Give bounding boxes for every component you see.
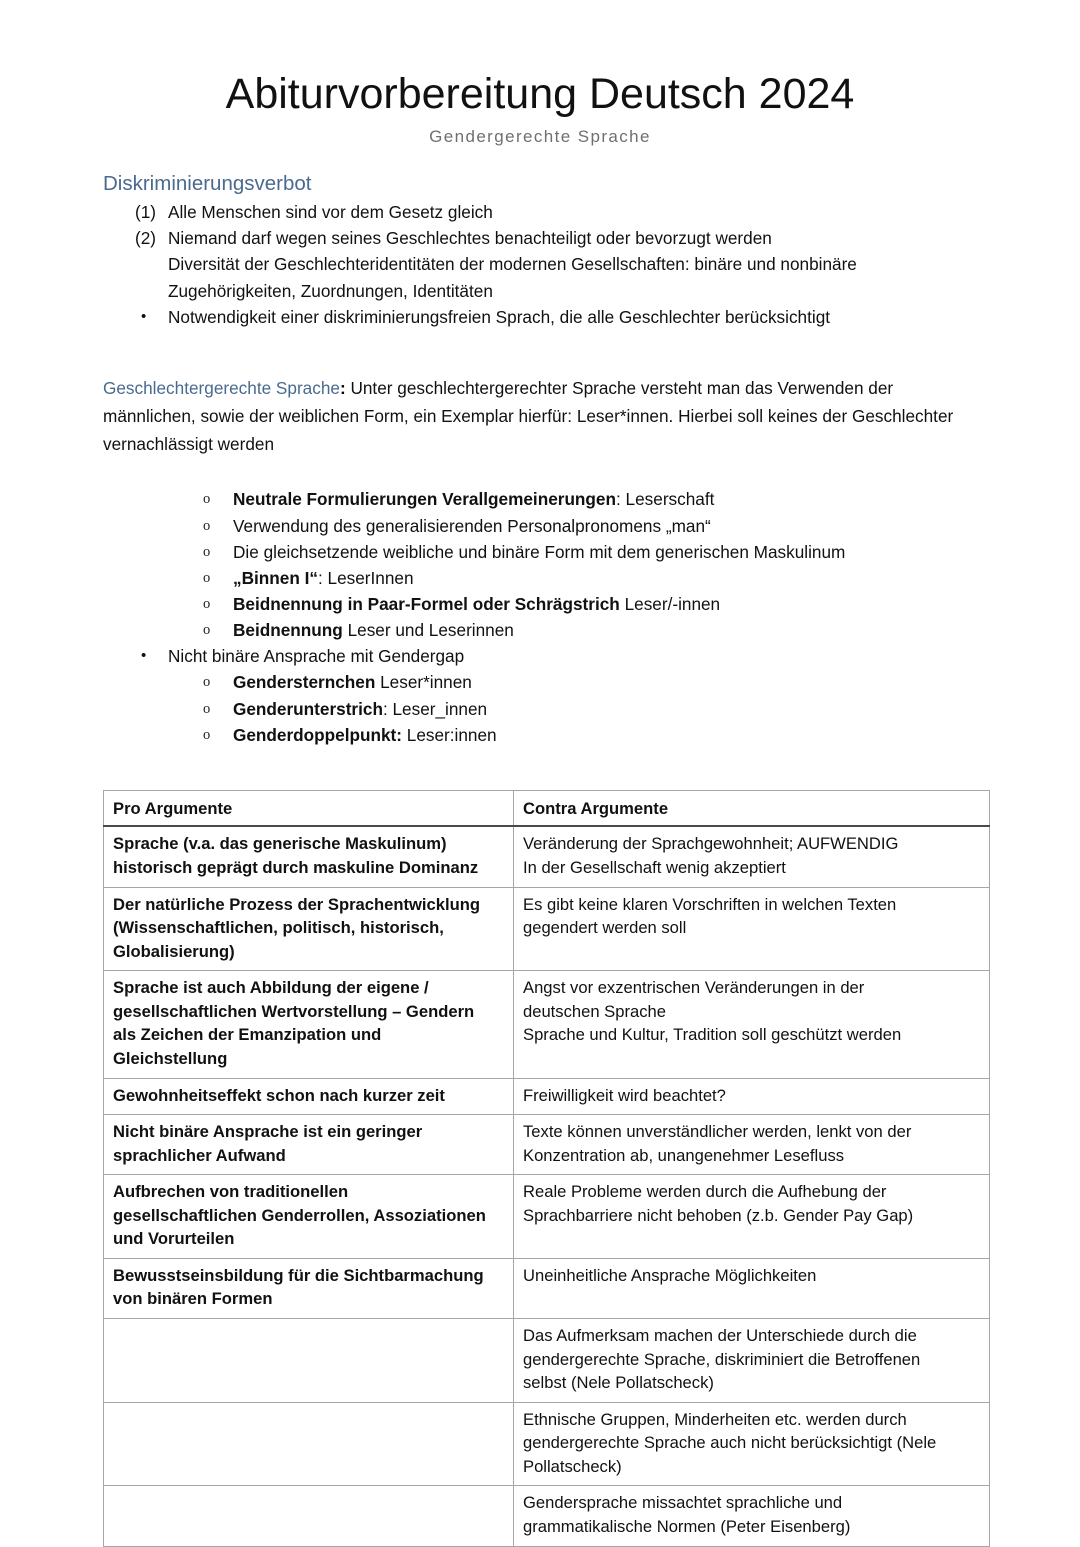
list-item (103, 486, 988, 512)
list-marker: (2) (135, 228, 157, 249)
cell-line: In der Gesellschaft wenig akzeptiert (523, 858, 786, 878)
list-item-label: : Leserschaft (616, 489, 715, 510)
cell-line: von binären Formen (113, 1289, 273, 1309)
cell-line: Sprachbarriere nicht behoben (z.b. Gender Pay Gap) (523, 1205, 914, 1225)
circle-marker: o (203, 517, 211, 534)
list-item-continuation: Diversität der Geschlechteridentitäten der modernen Gesellschaften: binäre und nonbinäre Zugehörigkeiten, Zuordnungen, Identitäten (168, 254, 857, 301)
list-item-term: Gendersternchen (233, 672, 376, 693)
page-subtitle: Gendergerechte Sprache (429, 126, 651, 146)
arguments-table (103, 790, 990, 1547)
table-cell-contra (514, 1258, 990, 1318)
bullet-list (135, 304, 988, 330)
list-item (103, 696, 988, 722)
cell-line: sprachlicher Aufwand (113, 1145, 286, 1165)
gendergap-forms-list (103, 669, 988, 747)
list-item (135, 225, 988, 251)
cell-line: Der natürliche Prozess der Sprachentwicklung (113, 894, 481, 914)
cell-line: Gleichstellung (113, 1048, 228, 1068)
list-item-label: : Leser_innen (382, 698, 488, 719)
list-item-term: Beidnennung (233, 620, 343, 641)
cell-line: Pollatscheck) (523, 1456, 622, 1476)
definition-colon: : (339, 377, 346, 398)
circle-marker: o (203, 700, 211, 717)
list-marker: (1) (135, 202, 157, 223)
cell-line: Globalisierung) (113, 941, 235, 961)
list-item (103, 565, 988, 591)
table-row (104, 1319, 990, 1403)
table-cell-contra (514, 826, 990, 887)
cell-line: Sprache ist auch Abbildung der eigene / (113, 978, 429, 998)
table-cell-contra (514, 1175, 990, 1259)
cell-line: Sprache (v.a. das generische Maskulinum) (113, 834, 447, 854)
list-item-gendergap (135, 643, 988, 669)
list-item-label: Die gleichsetzende weibliche und binäre Form mit dem generischen Maskulinum (233, 541, 846, 562)
circle-marker: o (203, 569, 211, 586)
circle-marker: o (203, 596, 211, 613)
forms-list (103, 486, 988, 643)
table-cell-pro (104, 1175, 514, 1259)
cell-line: historisch geprägt durch maskuline Dominanz (113, 858, 479, 878)
numbered-list (135, 199, 988, 251)
cell-line: Bewusstseinsbildung für die Sichtbarmachung (113, 1265, 484, 1285)
title-block (0, 0, 1080, 147)
list-item-term: Neutrale Formulierungen Verallgemeinerungen (233, 489, 616, 510)
table-cell-contra (514, 887, 990, 971)
list-item (135, 199, 988, 225)
list-item-term: „Binnen I“ (233, 567, 318, 588)
table-row (104, 887, 990, 971)
cell-line: als Zeichen der Emanzipation und (113, 1025, 382, 1045)
table-row (104, 971, 990, 1078)
table-cell-pro (104, 1402, 514, 1486)
cell-line: Veränderung der Sprachgewohnheit; AUFWENDIG (523, 834, 899, 854)
table-cell-pro (104, 1258, 514, 1318)
table-cell-contra (514, 1319, 990, 1403)
cell-line: Ethnische Gruppen, Minderheiten etc. werden durch (523, 1409, 907, 1429)
table-row (104, 1402, 990, 1486)
table-body (104, 826, 990, 1546)
list-item-label: Leser:innen (402, 724, 497, 745)
cell-line: Nicht binäre Ansprache ist ein geringer (113, 1122, 423, 1142)
circle-marker: o (203, 491, 211, 508)
list-item-label: Alle Menschen sind vor dem Gesetz gleich (168, 202, 493, 223)
table-row (104, 1115, 990, 1175)
list-item (103, 513, 988, 539)
section-geschlechtergerechte-sprache (103, 375, 988, 459)
list-item-term: Genderunterstrich (233, 698, 383, 719)
cell-line: gendergerechte Sprache, diskriminiert die Betroffenen (523, 1349, 921, 1369)
arguments-table-wrap (103, 790, 988, 1547)
list-item-label: Leser/-innen (619, 594, 721, 615)
cell-line: Aufbrechen von traditionellen (113, 1182, 349, 1202)
table-row (104, 1258, 990, 1318)
list-item-label: Leser*innen (375, 672, 472, 693)
table-cell-pro (104, 887, 514, 971)
list-item (135, 304, 988, 330)
table-row (104, 1078, 990, 1115)
table-cell-contra (514, 1078, 990, 1115)
cell-line: Es gibt keine klaren Vorschriften in welchen Texten (523, 894, 897, 914)
table-cell-pro (104, 971, 514, 1078)
cell-line: Freiwilligkeit wird beachtet? (523, 1085, 726, 1105)
cell-line: Angst vor exzentrischen Veränderungen in der (523, 978, 865, 998)
cell-line: Texte können unverständlicher werden, lenkt von der (523, 1122, 912, 1142)
list-item-term: Genderdoppelpunkt: (233, 724, 403, 745)
table-cell-pro (104, 826, 514, 887)
document-content (0, 171, 1080, 1547)
table-row (104, 826, 990, 887)
list-item (103, 722, 988, 748)
table-cell-pro (104, 1078, 514, 1115)
table-cell-pro (104, 1319, 514, 1403)
cell-line: gegendert werden soll (523, 918, 687, 938)
cell-line: grammatikalische Normen (Peter Eisenberg) (523, 1516, 851, 1536)
table-cell-contra (514, 1486, 990, 1546)
definition-paragraph (103, 375, 988, 459)
list-item (103, 669, 988, 695)
cell-line: Gendersprache missachtet sprachliche und (523, 1493, 843, 1513)
circle-marker: o (203, 622, 211, 639)
table-header-row (104, 790, 990, 826)
table-row (104, 1175, 990, 1259)
cell-line: gendergerechte Sprache auch nicht berücksichtigt (Nele (523, 1433, 937, 1453)
bullet-marker: • (141, 647, 147, 665)
cell-line: gesellschaftlichen Wertvorstellung – Gendern (113, 1001, 475, 1021)
table-row (104, 1486, 990, 1546)
table-cell-pro (104, 1115, 514, 1175)
list-item-label: Nicht binäre Ansprache mit Gendergap (168, 646, 465, 667)
list-item-label: Leser und Leserinnen (342, 620, 514, 641)
cell-line: Uneinheitliche Ansprache Möglichkeiten (523, 1265, 817, 1285)
table-cell-contra (514, 1115, 990, 1175)
table-cell-contra (514, 971, 990, 1078)
table-cell-contra (514, 1402, 990, 1486)
list-item-label: Niemand darf wegen seines Geschlechtes benachteiligt oder bevorzugt werden (168, 228, 772, 249)
circle-marker: o (203, 674, 211, 691)
page-title: Abiturvorbereitung Deutsch 2024 (225, 70, 855, 118)
bullet-marker: • (141, 307, 147, 325)
list-item-label: Verwendung des generalisierenden Personalpronomens „man“ (233, 515, 711, 536)
list-item (103, 539, 988, 565)
section-heading-diskriminierungsverbot: Diskriminierungsverbot (103, 171, 312, 195)
cell-line: (Wissenschaftlichen, politisch, historisch, (113, 918, 444, 938)
cell-line: Konzentration ab, unangenehmer Lesefluss (523, 1145, 845, 1165)
table-cell-pro (104, 1486, 514, 1546)
circle-marker: o (203, 543, 211, 560)
list-item (103, 591, 988, 617)
cell-line: Gewohnheitseffekt schon nach kurzer zeit (113, 1085, 445, 1105)
cell-line: und Vorurteilen (113, 1229, 235, 1249)
column-header-pro: Pro Argumente (104, 790, 514, 826)
cell-line: Reale Probleme werden durch die Aufhebung der (523, 1182, 887, 1202)
cell-line: gesellschaftlichen Genderrollen, Assoziationen (113, 1205, 486, 1225)
column-header-contra: Contra Argumente (514, 790, 990, 826)
circle-marker: o (203, 726, 211, 743)
list-item-label: Notwendigkeit einer diskriminierungsfreien Sprach, die alle Geschlechter berücksichtigt (168, 306, 831, 327)
list-item (103, 617, 988, 643)
definition-term: Geschlechtergerechte Sprache (103, 377, 340, 398)
list-item-label: : LeserInnen (317, 567, 414, 588)
cell-line: selbst (Nele Pollatscheck) (523, 1373, 714, 1393)
list-item-term: Beidnennung in Paar-Formel oder Schrägstrich (233, 594, 620, 615)
cell-line: deutschen Sprache (523, 1001, 666, 1021)
definition-body: Unter geschlechtergerechter Sprache versteht man das Verwenden der männlichen, sowie der weiblichen Form, ein Exemplar hierfür: Leser*innen. Hierbei soll keines der Geschlechter vernachlässigt werden (103, 377, 954, 454)
cell-line: Sprache und Kultur, Tradition soll geschützt werden (523, 1025, 902, 1045)
cell-line: Das Aufmerksam machen der Unterschiede durch die (523, 1326, 917, 1346)
